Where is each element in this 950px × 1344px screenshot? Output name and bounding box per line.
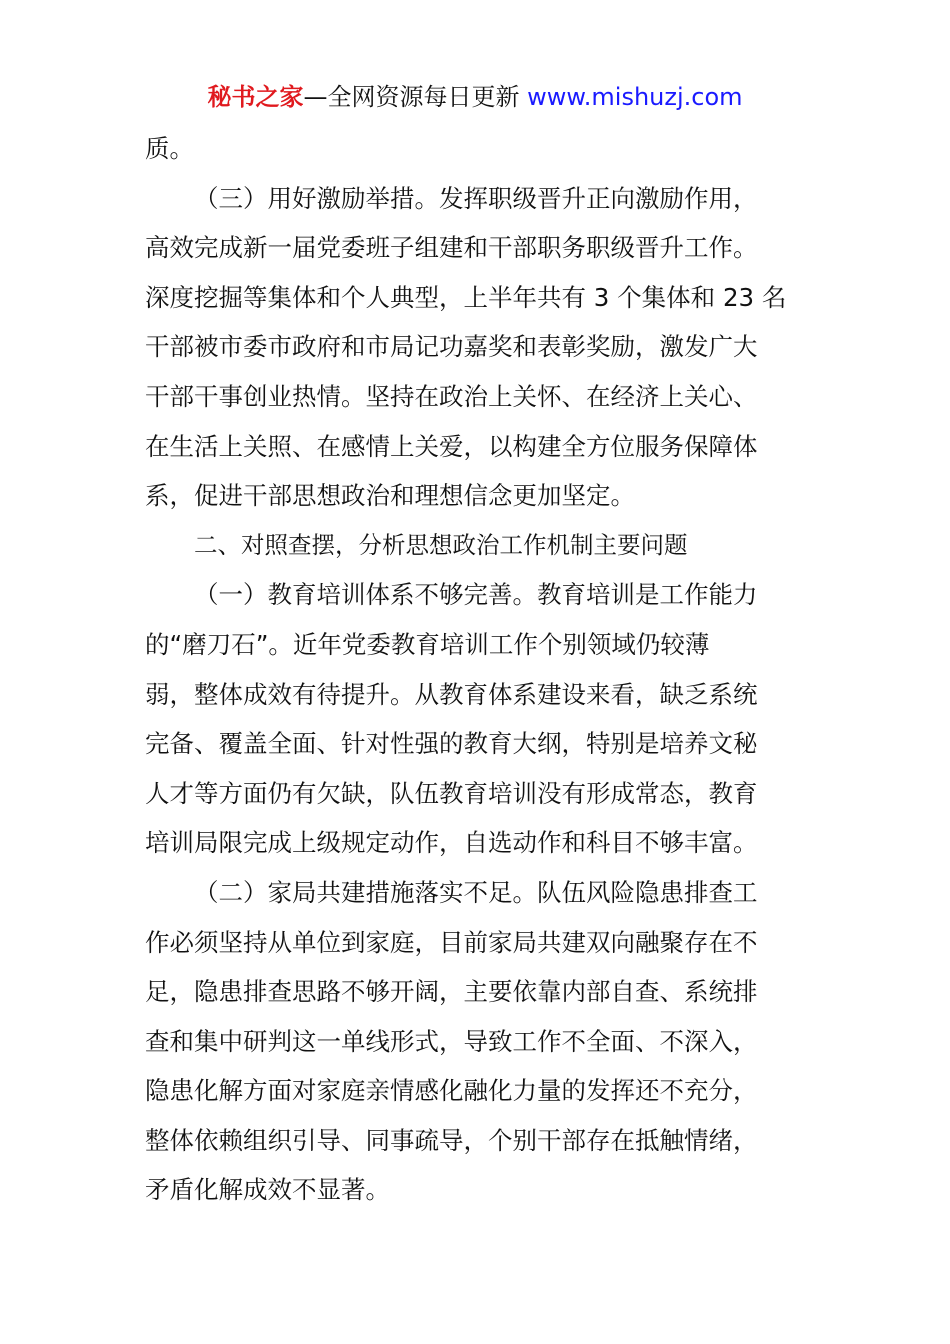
text-line: 人才等方面仍有欠缺，队伍教育培训没有形成常态，教育 [145, 778, 758, 808]
text-line: 培训局限完成上级规定动作，自选动作和科目不够丰富。 [145, 828, 758, 858]
text-line: 质。 [145, 134, 194, 163]
text-line: 矛盾化解成效不显著。 [145, 1175, 390, 1205]
text-line: 查和集中研判这一单线形式，导致工作不全面、不深入， [145, 1026, 758, 1056]
text-line: 高效完成新一届党委班子组建和干部职务职级晋升工作。 [145, 233, 758, 263]
text-line: 系，促进干部思想政治和理想信念更加坚定。 [145, 481, 635, 511]
document-body [145, 124, 810, 1215]
text-line: 干部干事创业热情。坚持在政治上关怀、在经济上关心、 [145, 381, 758, 411]
site-tagline: —全网资源每日更新 [303, 83, 528, 111]
text-line: 弱，整体成效有待提升。从教育体系建设来看，缺乏系统 [145, 679, 758, 709]
text-line: 作必须坚持从单位到家庭，目前家局共建双向融聚存在不 [145, 927, 758, 957]
text-line: 完备、覆盖全面、针对性强的教育大纲，特别是培养文秘 [145, 729, 758, 759]
text-line: （二）家局共建措施落实不足。队伍风险隐患排查工 [194, 877, 758, 907]
site-url-link[interactable]: www.mishuzj.com [527, 83, 743, 111]
text-line: 足，隐患排查思路不够开阔，主要依靠内部自查、系统排 [145, 977, 758, 1007]
text-line: 的“磨刀石”。近年党委教育培训工作个别领域仍较薄 [145, 629, 710, 659]
text-line: 干部被市委市政府和市局记功嘉奖和表彰奖励，激发广大 [145, 332, 758, 362]
text-line: 隐患化解方面对家庭亲情感化融化力量的发挥还不充分， [145, 1076, 758, 1106]
text-line: （三）用好激励举措。发挥职级晋升正向激励作用， [194, 183, 758, 213]
site-header [0, 80, 950, 114]
text-line: 深度挖掘等集体和个人典型，上半年共有 3 个集体和 23 名 [145, 282, 787, 312]
text-line: （一）教育培训体系不够完善。教育培训是工作能力 [194, 580, 758, 610]
site-brand: 秘书之家 [207, 83, 304, 111]
text-line: 在生活上关照、在感情上关爱，以构建全方位服务保障体 [145, 431, 758, 461]
section-heading: 二、对照查摆，分析思想政治工作机制主要问题 [194, 530, 688, 559]
text-line: 整体依赖组织引导、同事疏导，个别干部存在抵触情绪， [145, 1125, 758, 1155]
